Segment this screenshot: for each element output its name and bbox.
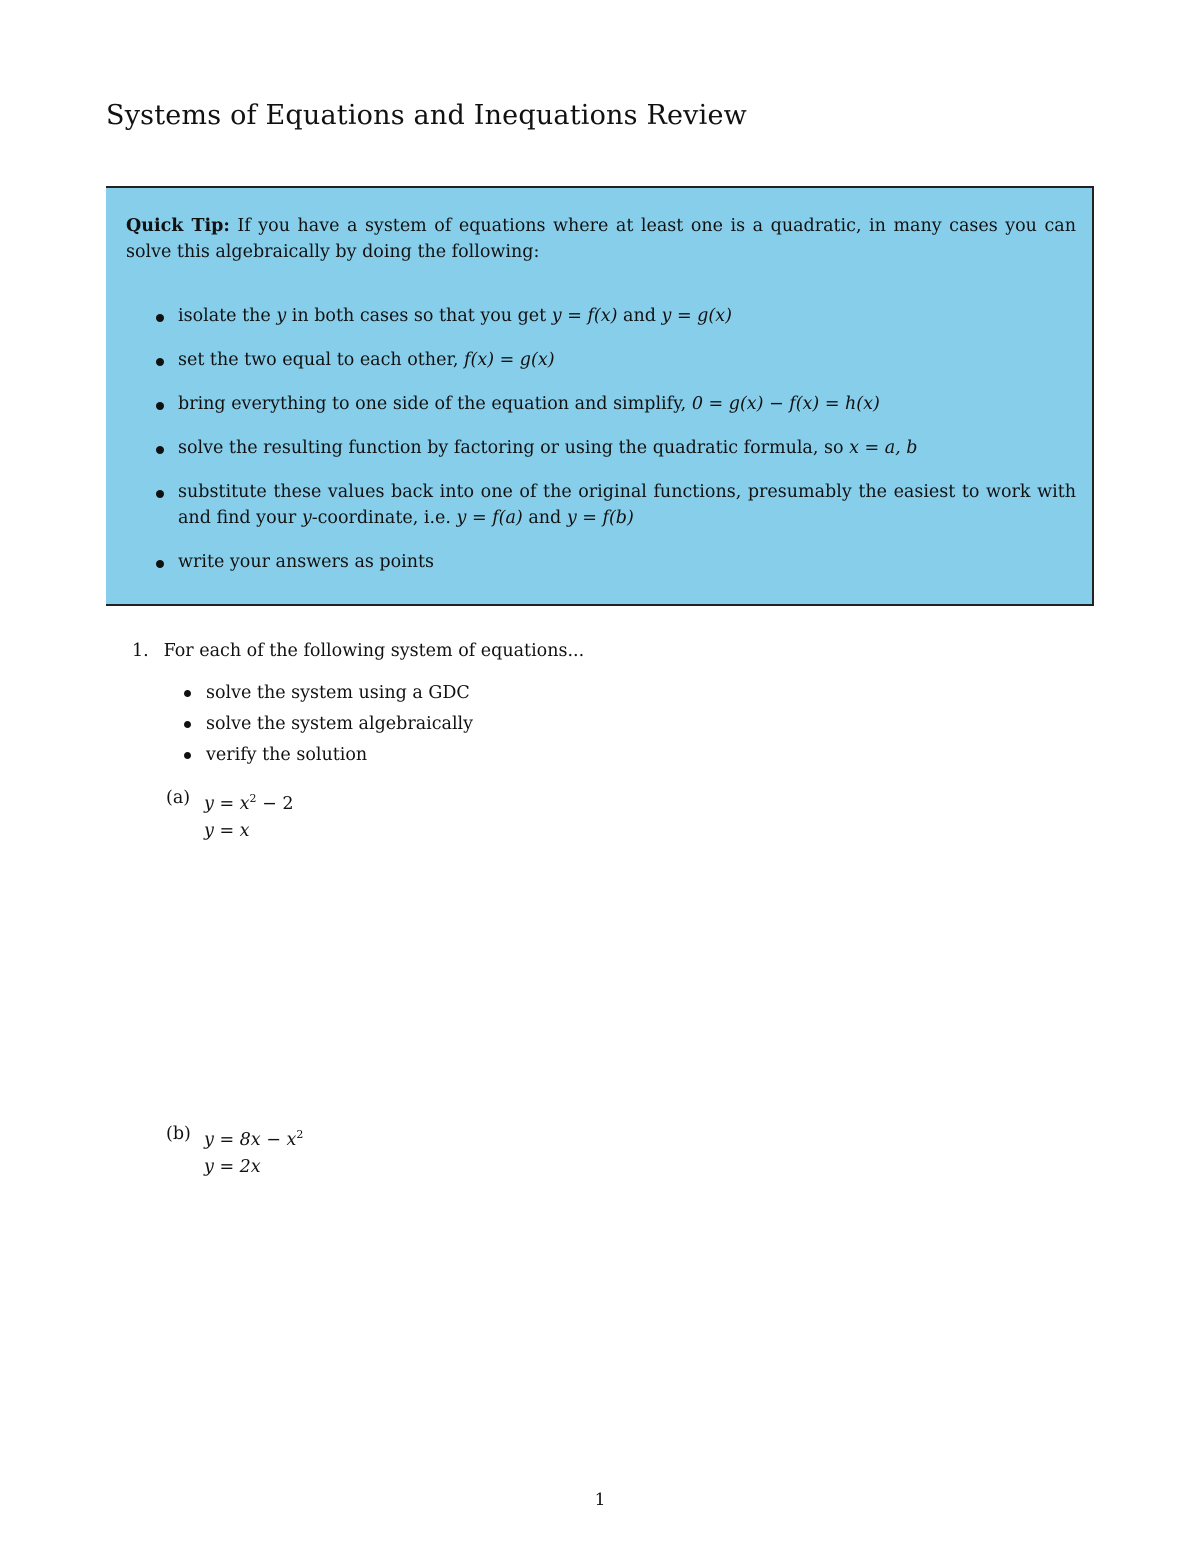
bullet-icon (156, 560, 164, 568)
math-expr: y = 8x − x (204, 1129, 297, 1150)
tip-step (156, 435, 1076, 461)
step-text: and (617, 306, 662, 326)
math-expr: y = 2x (204, 1156, 261, 1177)
math-expr: y = f(x) (551, 306, 618, 326)
math-expr: − 2 (256, 793, 294, 814)
bullet-icon (184, 752, 191, 759)
part-equations (204, 785, 293, 845)
step-text: solve the resulting function by factoring or using the quadratic formula, so (178, 438, 850, 458)
tip-intro-text: If you have a system of equations where at least one is a quadratic, in many cases you can solve this algebraically by doing the following: (126, 216, 1076, 262)
tip-label: Quick Tip: (126, 216, 230, 236)
math-expr: x = a, b (849, 438, 918, 458)
tip-step (156, 347, 1076, 373)
math-expr: 0 = g(x) − f(x) = h(x) (691, 394, 880, 414)
quick-tip-box (106, 186, 1094, 606)
math-expr: f(x) = g(x) (464, 350, 555, 370)
equation-1 (204, 1121, 303, 1154)
math-expr: y = f(b) (566, 508, 634, 528)
tip-step (156, 303, 1076, 329)
tip-intro (126, 213, 1076, 265)
part-label: (b) (166, 1124, 191, 1144)
equation-1 (204, 785, 293, 818)
step-text: bring everything to one side of the equation and simplify, (178, 394, 692, 414)
bullet-icon (156, 490, 164, 498)
step-text: and (522, 508, 567, 528)
task-text: solve the system using a GDC (206, 683, 470, 703)
math-expr: y = g(x) (661, 306, 732, 326)
math-expr: y = x (204, 820, 250, 841)
tip-step (156, 391, 1076, 417)
question-1 (132, 638, 1092, 664)
tip-step (156, 549, 1076, 575)
question-number: 1. (132, 641, 149, 661)
step-text: in both cases so that you get (286, 306, 552, 326)
step-text: isolate the (178, 306, 277, 326)
math-expr: y = x (204, 793, 250, 814)
math-expr: y = f(a) (456, 508, 523, 528)
bullet-icon (184, 721, 191, 728)
task-item (184, 740, 473, 771)
step-text: write your answers as points (178, 552, 435, 572)
bullet-icon (184, 690, 191, 697)
task-text: verify the solution (206, 745, 368, 765)
tip-step (156, 479, 1076, 531)
step-text: -coordinate, i.e. (311, 508, 457, 528)
math-var: y (276, 306, 287, 326)
page-number: 1 (594, 1490, 606, 1510)
question-part-a (166, 785, 466, 845)
question-part-b (166, 1121, 466, 1181)
equation-2 (204, 1154, 303, 1181)
bullet-icon (156, 314, 164, 322)
bullet-icon (156, 402, 164, 410)
exponent: 2 (249, 792, 257, 805)
math-var: y (301, 508, 312, 528)
page-title: Systems of Equations and Inequations Review (106, 100, 747, 131)
bullet-icon (156, 446, 164, 454)
task-item (184, 709, 473, 740)
task-text: solve the system algebraically (206, 714, 474, 734)
bullet-icon (156, 358, 164, 366)
equation-2 (204, 818, 293, 845)
step-text: set the two equal to each other, (178, 350, 465, 370)
step-text: substitute these values back into one of the original functions, presumably the easiest to work with and find your (178, 482, 1076, 528)
question-task-list (184, 678, 473, 771)
task-item (184, 678, 473, 709)
part-equations (204, 1121, 303, 1181)
tip-steps-list (156, 303, 1076, 593)
exponent: 2 (296, 1128, 304, 1141)
question-prompt: For each of the following system of equations... (163, 641, 585, 661)
part-label: (a) (166, 788, 191, 808)
